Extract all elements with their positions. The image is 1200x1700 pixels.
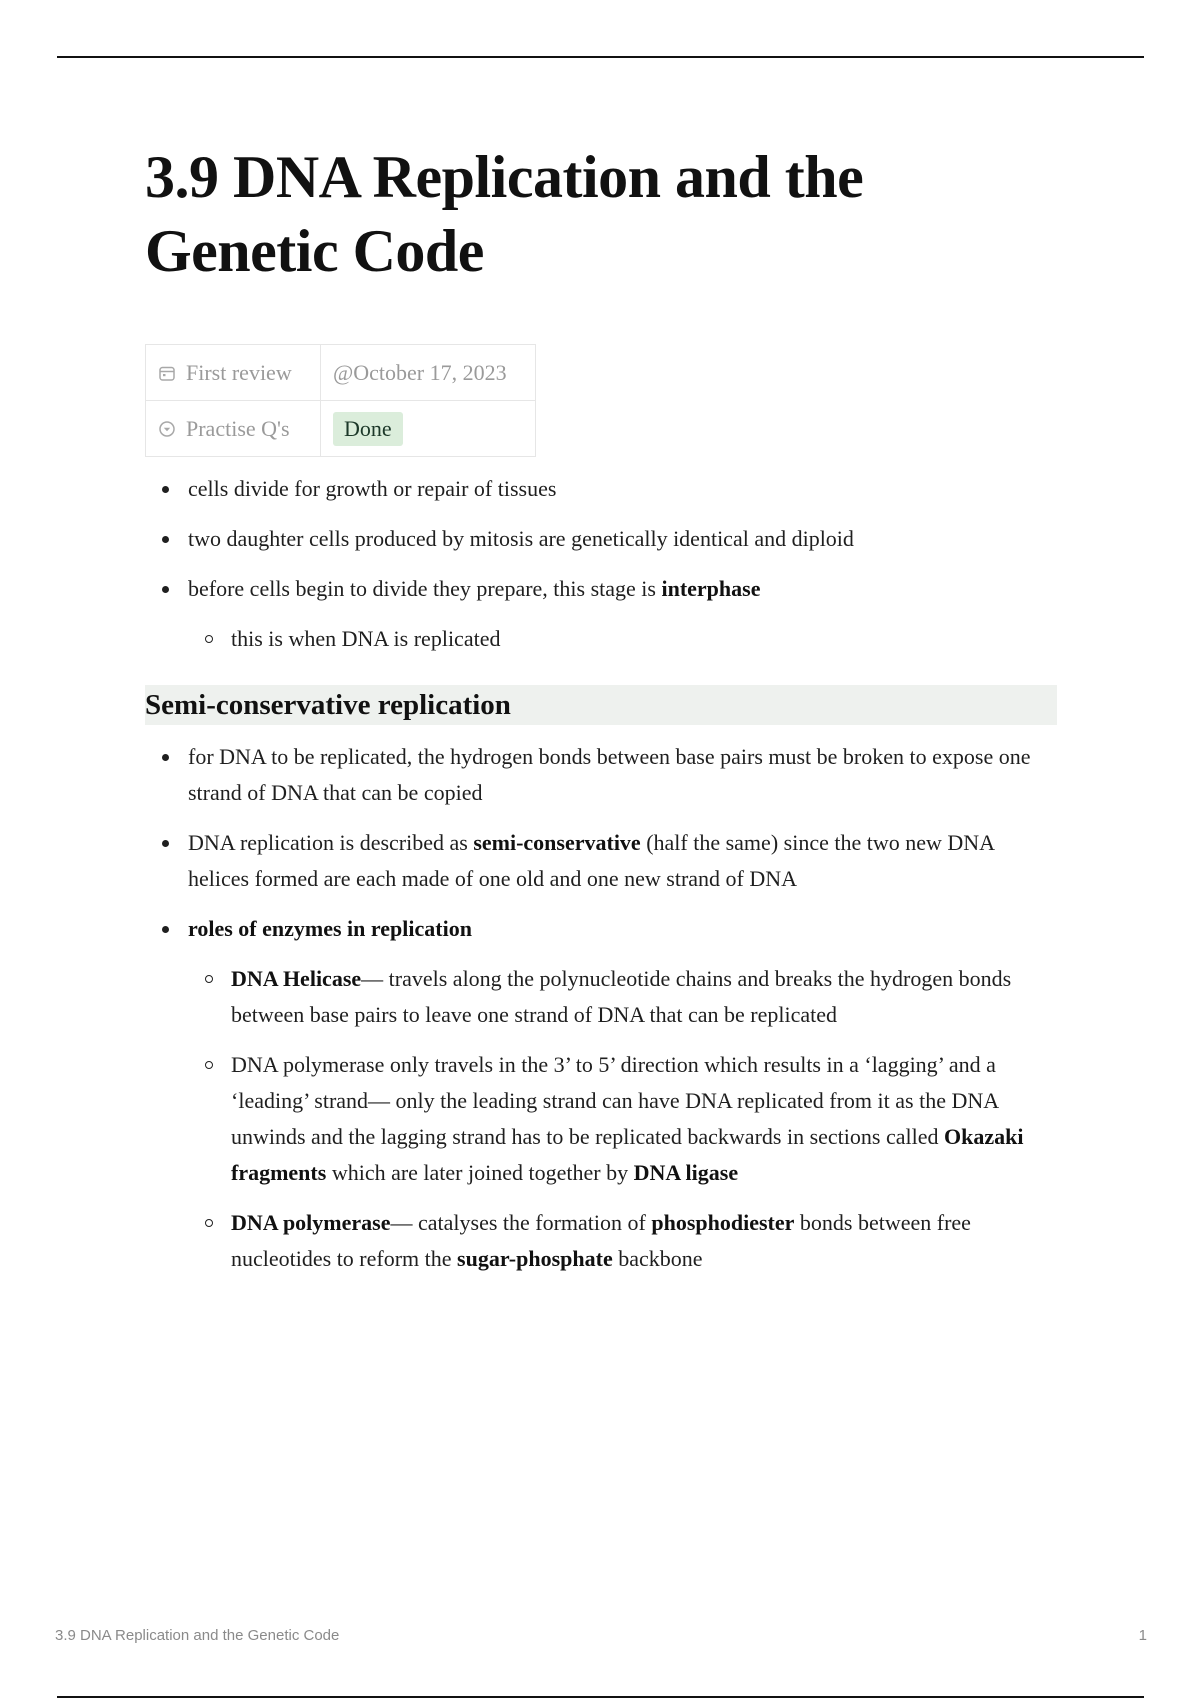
- text-run: two daughter cells produced by mitosis are genetically identical and diploid: [188, 526, 854, 551]
- list-item: [188, 1047, 1057, 1191]
- text-run: cells divide for growth or repair of tissues: [188, 476, 557, 501]
- page-content: [145, 140, 1057, 1277]
- bold-term: DNA ligase: [633, 1160, 739, 1185]
- list-item: [145, 571, 1057, 657]
- bold-term: Okazaki fragments: [231, 1124, 1024, 1185]
- property-value[interactable]: [321, 401, 536, 457]
- list-item: [188, 1205, 1057, 1277]
- page-number: 1: [1138, 1627, 1147, 1644]
- sub-list: [188, 621, 1057, 657]
- bold-term: sugar-phosphate: [457, 1246, 613, 1271]
- property-value[interactable]: [321, 345, 536, 401]
- property-row: [146, 345, 536, 401]
- section-list: [145, 739, 1057, 1277]
- property-key-label: First review: [186, 359, 292, 385]
- property-key: [146, 401, 321, 457]
- bottom-rule: [57, 1696, 1144, 1698]
- text-run: — catalyses the formation of: [390, 1210, 652, 1235]
- bold-term: semi-conservative: [473, 830, 641, 855]
- list-item: [145, 825, 1057, 897]
- bold-term: DNA Helicase: [231, 966, 362, 991]
- text-run: backbone: [612, 1246, 703, 1271]
- status-icon: [158, 420, 176, 438]
- property-row: [146, 401, 536, 457]
- list-item: [188, 961, 1057, 1033]
- text-run: this is when DNA is replicated: [231, 626, 501, 651]
- text-run: (half the same) since the two new DNA helices formed are each made of one old and one new strand of DNA: [188, 830, 994, 891]
- list-item: [188, 621, 1057, 657]
- section-heading: Semi-conservative replication: [145, 685, 1057, 725]
- text-run: DNA replication is described as: [188, 830, 474, 855]
- list-item: [145, 521, 1057, 557]
- bold-term: DNA polymerase: [231, 1210, 391, 1235]
- text-run: before cells begin to divide they prepare, this stage is: [188, 576, 662, 601]
- text-run: DNA polymerase only travels in the 3’ to 5’ direction which results in a ‘lagging’ and a ‘leading’ strand— only the leading strand can have DNA replicated from it as the DNA unwinds and the lagging strand has to be replicated backwards in sections called: [231, 1052, 998, 1149]
- footer-title: 3.9 DNA Replication and the Genetic Code: [55, 1627, 340, 1644]
- page-title: 3.9 DNA Replication and the Genetic Code: [145, 144, 864, 284]
- text-run: bonds between free nucleotides to reform the: [231, 1210, 971, 1271]
- list-item: [145, 471, 1057, 507]
- property-key: [146, 345, 321, 401]
- properties-table: [145, 344, 536, 457]
- list-item: [145, 739, 1057, 811]
- bold-term: interphase: [661, 576, 761, 601]
- sub-list: [188, 961, 1057, 1277]
- property-key-label: Practise Q's: [186, 415, 290, 441]
- top-rule: [57, 56, 1144, 58]
- page-footer: [55, 1627, 1147, 1644]
- text-run: — travels along the polynucleotide chains and breaks the hydrogen bonds between base pairs to leave one strand of DNA that can be replicated: [231, 966, 1012, 1027]
- text-run: for DNA to be replicated, the hydrogen bonds between base pairs must be broken to expose one strand of DNA that can be copied: [188, 744, 1031, 805]
- calendar-icon: [158, 364, 176, 382]
- status-tag[interactable]: Done: [333, 412, 403, 446]
- text-run: which are later joined together by: [326, 1160, 634, 1185]
- bold-term: phosphodiester: [651, 1210, 795, 1235]
- intro-list: [145, 471, 1057, 657]
- list-item: [145, 911, 1057, 1277]
- date-value[interactable]: @October 17, 2023: [333, 359, 507, 385]
- bold-term: roles of enzymes in replication: [188, 916, 472, 941]
